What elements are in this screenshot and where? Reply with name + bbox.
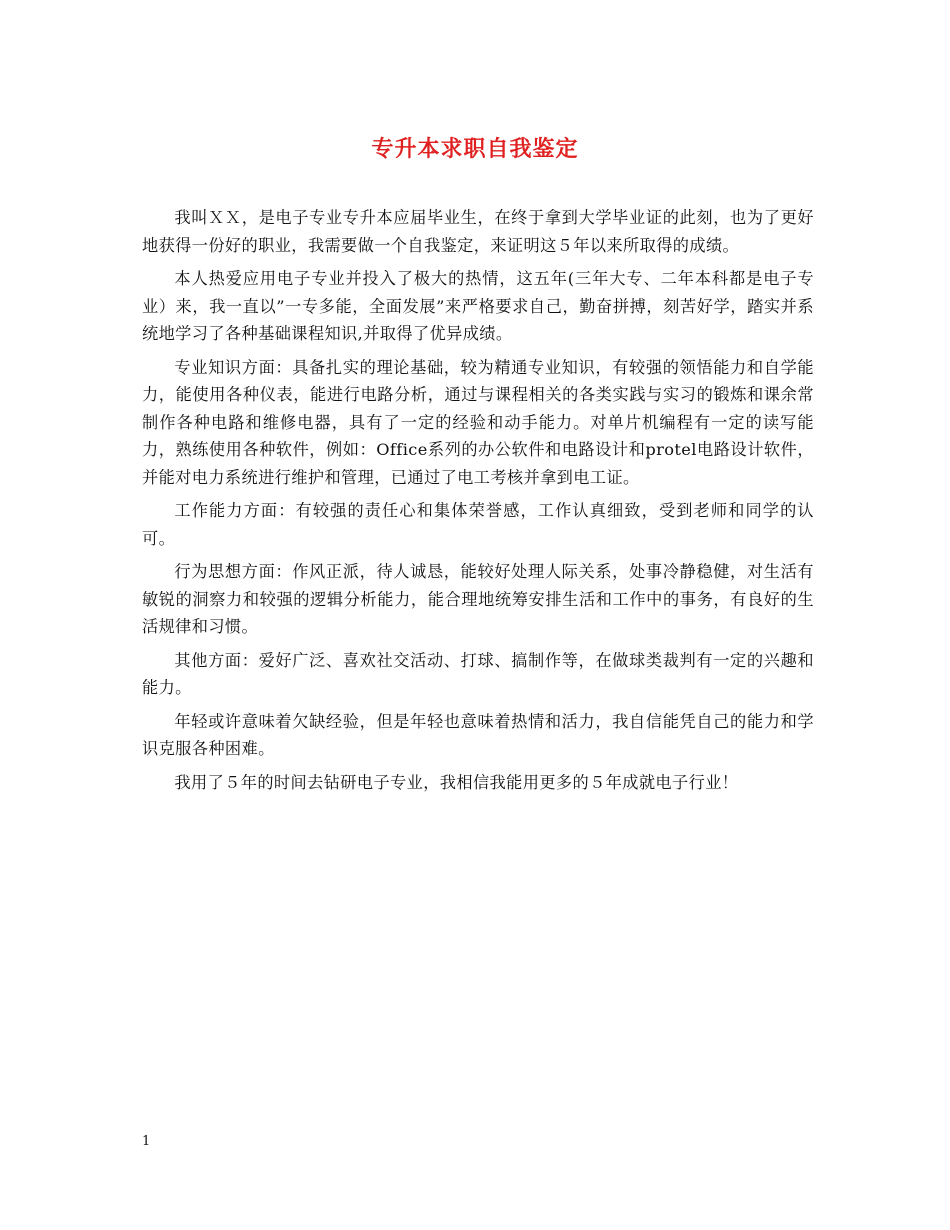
paragraph-work-ability: 工作能力方面：有较强的责任心和集体荣誉感，工作认真细致，受到老师和同学的认可。 bbox=[142, 501, 814, 548]
paragraph-professional-knowledge: 专业知识方面：具备扎实的理论基础，较为精通专业知识，有较强的领悟能力和自学能力，能使用各种仪表，能进行电路分析，通过与课程相关的各类实践与实习的锻炼和课余常制作各种电路和维修电器，具有了一定的经验和动手能力。对单片机编程有一定的读写能力，熟练使用各种软件，例如：Office系列的办公软件和电路设计和protel电路设计软件，并能对电力系统进行维护和管理，已通过了电工考核并拿到电工证。 bbox=[142, 357, 814, 487]
paragraph-conclusion: 我用了５年的时间去钻研电子专业，我相信我能用更多的５年成就电子行业！ bbox=[174, 772, 739, 792]
paragraph-conduct: 行为思想方面：作风正派，待人诚恳，能较好处理人际关系，处事冷静稳健，对生活有敏锐的洞察力和较强的逻辑分析能力，能合理地统筹安排生活和工作中的事务，有良好的生活规律和习惯。 bbox=[142, 562, 814, 636]
paragraph-study-attitude: 本人热爱应用电子专业并投入了极大的热情，这五年(三年大专、二年本科都是电子专业）来，我一直以”一专多能，全面发展”来严格要求自己，勤奋拼搏，刻苦好学，踏实并系统地学习了各种基础课程知识,并取得了优异成绩。 bbox=[142, 269, 814, 343]
paragraph-other-aspects: 其他方面：爱好广泛、喜欢社交活动、打球、搞制作等，在做球类裁判有一定的兴趣和能力。 bbox=[142, 650, 814, 697]
paragraph-introduction: 我叫ＸＸ，是电子专业专升本应届毕业生，在终于拿到大学毕业证的此刻，也为了更好地获得一份好的职业，我需要做一个自我鉴定，来证明这５年以来所取得的成绩。 bbox=[142, 208, 814, 255]
paragraph-youth: 年轻或许意味着欠缺经验，但是年轻也意味着热情和活力，我自信能凭自己的能力和学识克服各种困难。 bbox=[142, 711, 814, 758]
document-title: 专升本求职自我鉴定 bbox=[371, 136, 579, 162]
document-body bbox=[142, 204, 814, 802]
page-number: 1 bbox=[142, 1134, 151, 1149]
